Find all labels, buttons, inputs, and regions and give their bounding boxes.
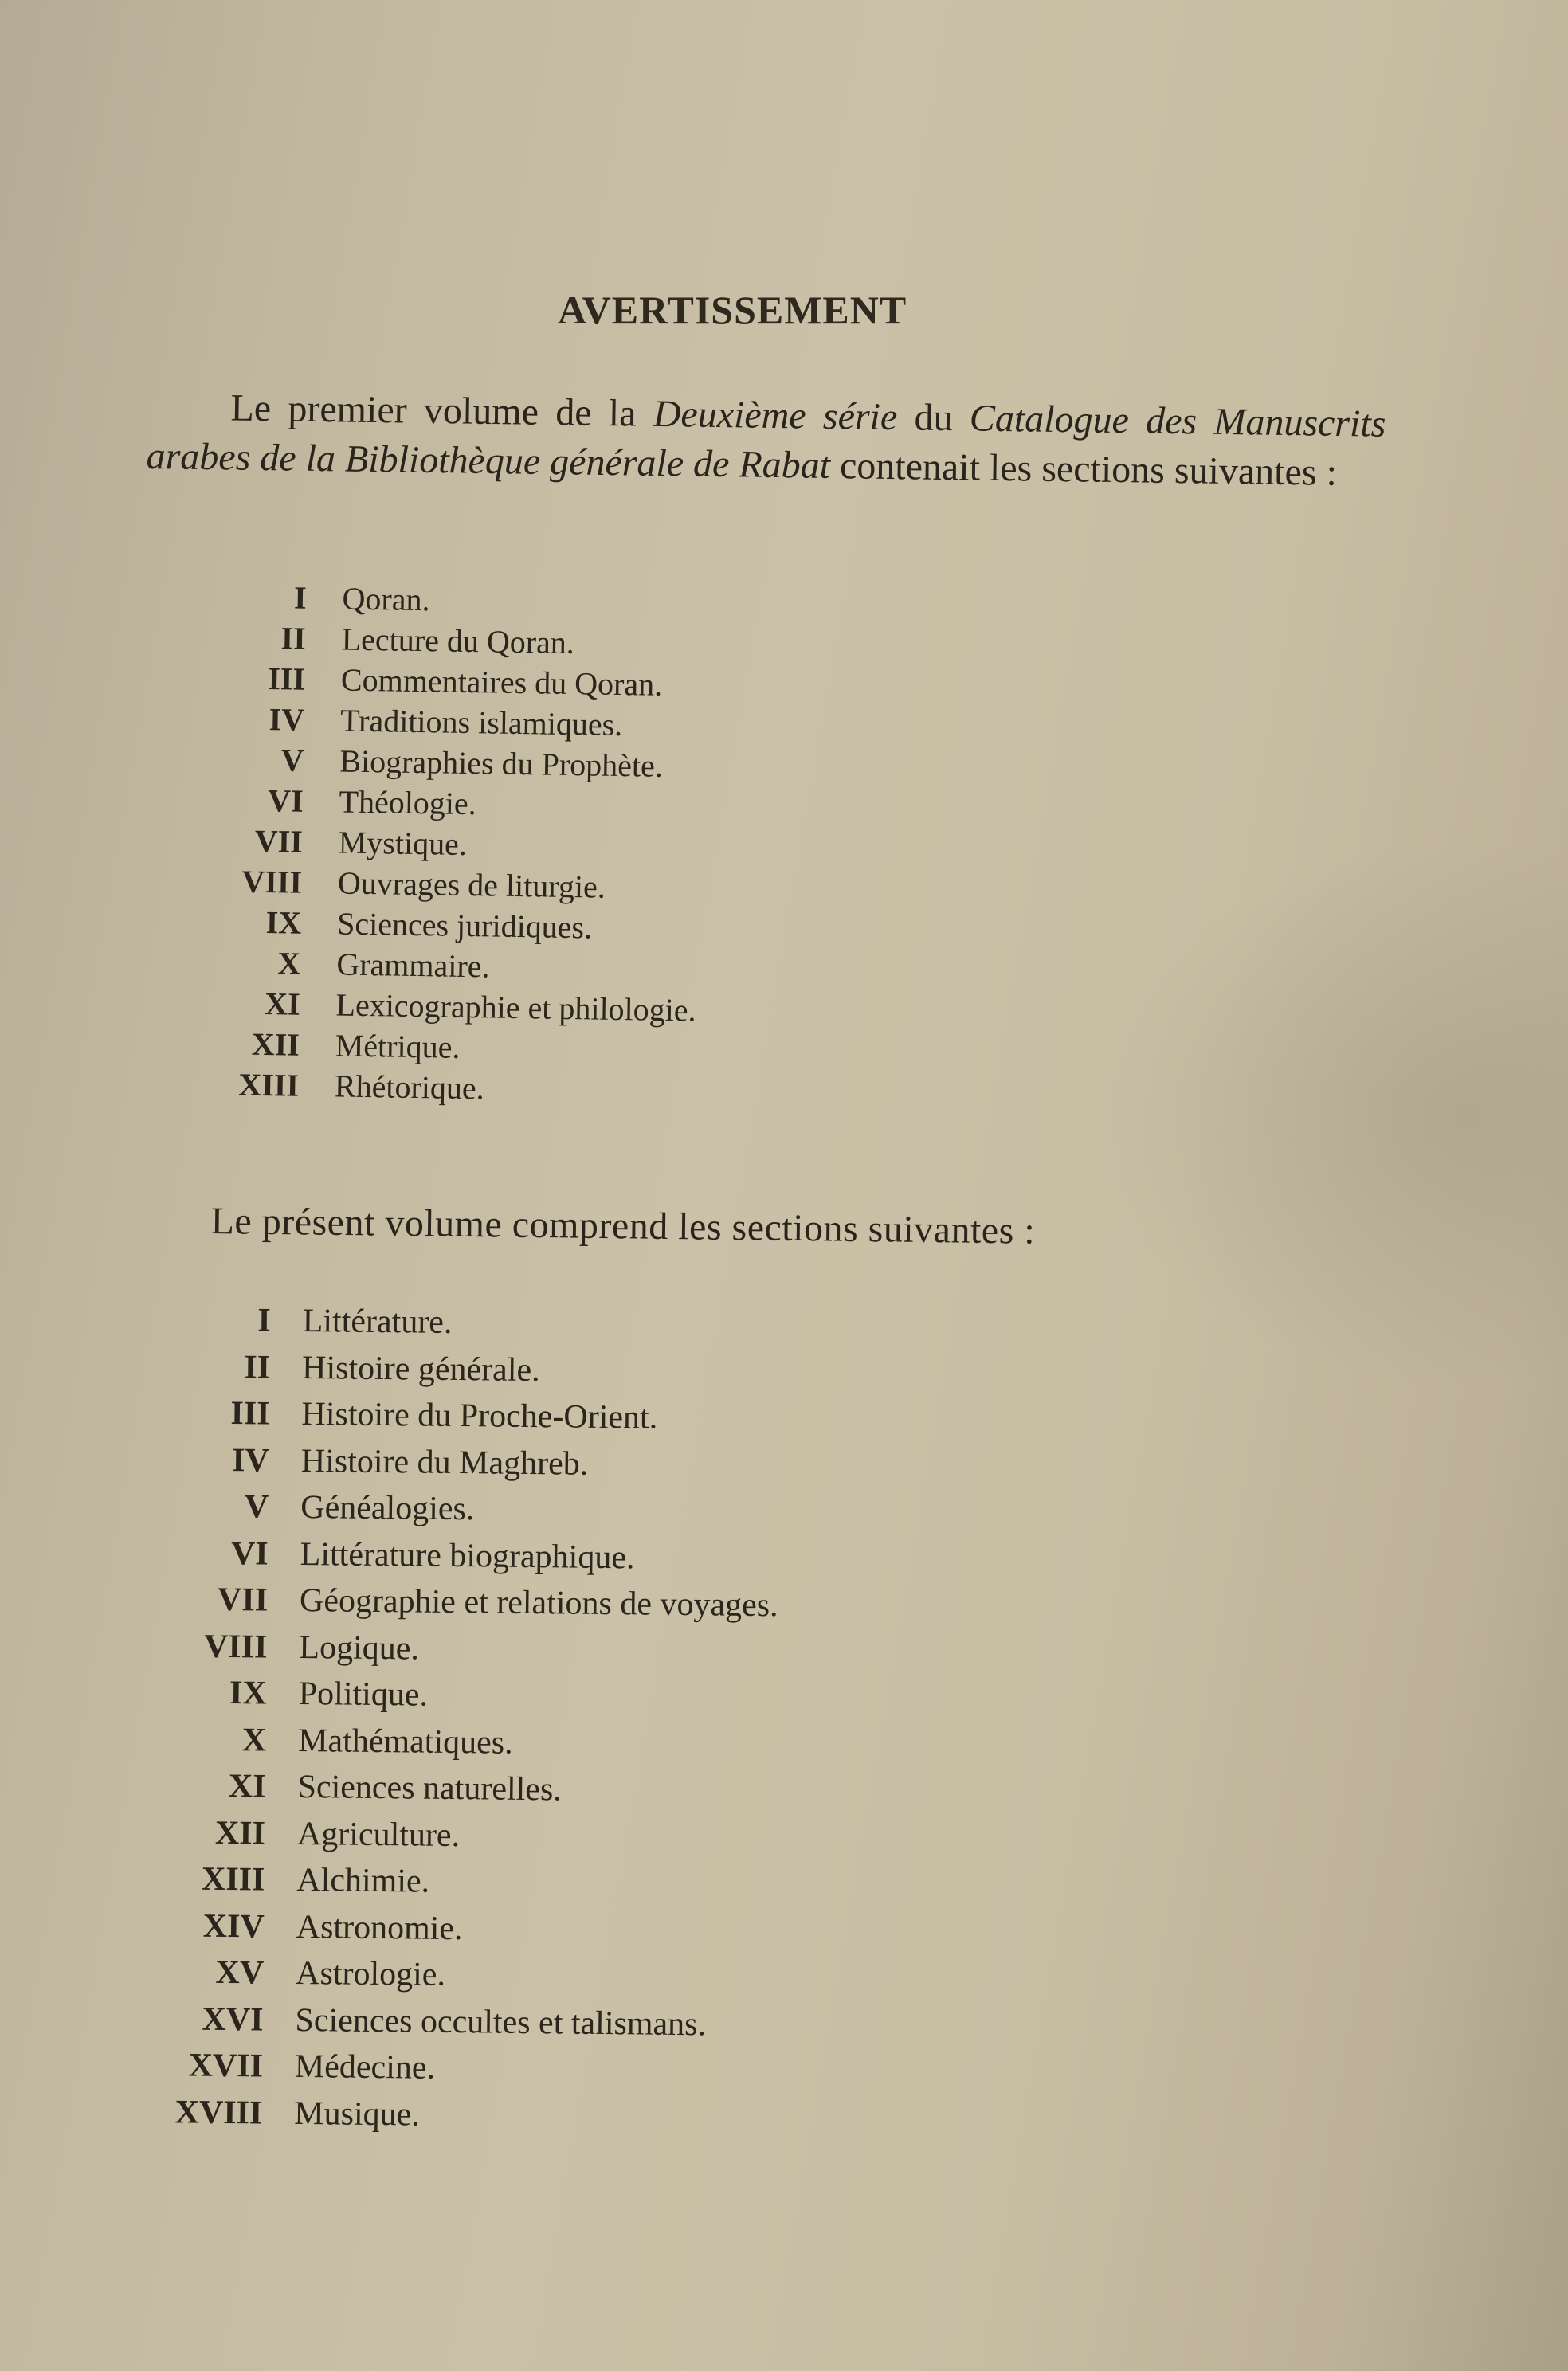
section-label: Grammaire. [336,946,490,985]
section-label: Logique. [299,1628,420,1668]
section-number: II [280,620,307,656]
section-item [144,1906,774,1959]
section-item [143,1999,774,2052]
section-item [146,1813,776,1866]
section-item [143,2046,774,2099]
catalogue-title: Catalogue des Manuscrits arabes de la Bibliothèque générale de Rabat [146,397,1386,487]
section-label: Histoire du Proche-Orient. [301,1395,658,1436]
section-number: IV [269,701,305,738]
series-title: Deuxième série [653,392,898,439]
section-item [147,1719,777,1773]
section-label: Alchimie. [296,1861,430,1900]
section-number: XVI [202,2001,264,2039]
section-number: VII [217,1581,269,1619]
section-item [147,1626,778,1679]
section-item [150,1393,780,1447]
intro-text: Le premier volume de la [230,386,654,435]
section-label: Mystique. [338,824,468,863]
section-number: XVIII [174,2093,263,2132]
section-number: II [244,1348,271,1386]
section-item [149,1487,779,1540]
section-label: Astrologie. [295,1954,446,1993]
section-label: Politique. [298,1675,429,1714]
present-volume-section-list [143,1300,782,2146]
section-item [207,1065,696,1114]
section-label: Ouvrages de liturgie. [337,864,606,905]
section-label: Qoran. [342,580,430,618]
section-number: XI [264,986,300,1022]
section-label: Histoire du Maghreb. [300,1442,589,1483]
section-number: XI [228,1768,266,1805]
page-title: AVERTISSEMENT [558,288,907,332]
section-label: Lecture du Qoran. [341,621,575,661]
section-item [150,1440,780,1493]
section-number: V [280,742,304,778]
section-number: III [230,1395,270,1432]
section-label: Agriculture. [296,1815,461,1854]
section-label: Théologie. [339,783,477,822]
section-label: Sciences naturelles. [297,1768,563,1809]
section-number: XII [214,1814,266,1852]
section-label: Astronomie. [296,1908,463,1947]
section-item [145,1860,775,1913]
section-label: Métrique. [335,1027,461,1065]
section-label: Sciences occultes et talismans. [295,2001,707,2043]
section-label: Médecine. [294,2048,436,2087]
section-label: Histoire générale. [301,1349,540,1389]
section-label: Traditions islamiques. [339,702,623,743]
intro-paragraph [146,382,1386,499]
section-number: XIII [238,1066,300,1103]
section-item [148,1580,778,1633]
section-label: Géographie et relations de voyages. [299,1581,778,1624]
section-label: Lexicographie et philologie. [335,986,696,1029]
section-label: Musique. [294,2095,421,2134]
section-item [143,2092,773,2146]
section-number: I [293,579,307,616]
section-number: IX [229,1675,268,1712]
section-number: XIV [202,1907,265,1946]
section-number: I [257,1302,271,1339]
section-number: XII [251,1025,300,1063]
section-number: X [241,1721,267,1759]
section-label: Littérature. [302,1302,453,1341]
first-volume-section-list [207,578,703,1114]
section-number: III [267,660,306,697]
section-label: Généalogies. [300,1488,475,1528]
section-number: VI [230,1534,269,1573]
present-volume-intro: Le présent volume comprend les sections suivantes : [210,1199,1036,1252]
section-item [147,1673,777,1726]
section-number: VIII [241,863,303,900]
section-number: X [277,945,301,982]
section-number: IX [265,904,302,941]
section-item [146,1766,776,1820]
section-label: Littérature biographique. [300,1535,635,1576]
section-number: IV [231,1441,270,1479]
section-number: XV [215,1954,265,1992]
section-number: VI [267,782,304,819]
section-label: Rhétorique. [334,1068,485,1107]
section-item [151,1300,781,1354]
page-shadow [1036,797,1568,1434]
section-number: VII [254,822,304,860]
intro-text: du [896,396,970,440]
section-label: Commentaires du Qoran. [340,661,663,703]
section-label: Biographies du Prophète. [339,743,664,784]
section-number: XVII [188,2047,264,2085]
section-item [144,1953,774,2006]
intro-text: contenait les sections suivantes : [829,444,1338,494]
section-number: VIII [203,1628,268,1666]
section-number: V [244,1488,269,1526]
section-number: XIII [201,1860,265,1899]
section-label: Sciences juridiques. [336,905,593,946]
section-label: Mathématiques. [297,1722,513,1762]
section-item [151,1346,781,1400]
section-item [148,1533,778,1586]
